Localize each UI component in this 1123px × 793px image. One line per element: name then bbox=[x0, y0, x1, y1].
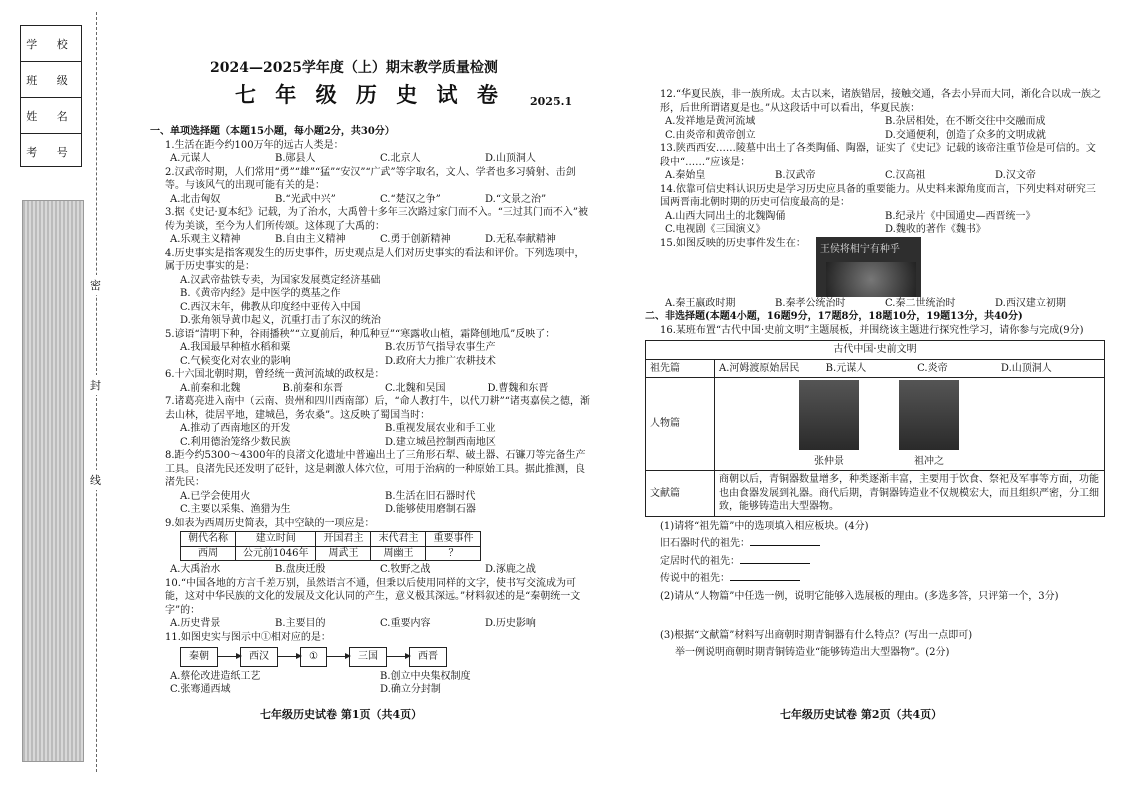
q5-option-c[interactable]: C.气候变化对农业的影响 bbox=[180, 355, 291, 367]
q9-table-head bbox=[181, 532, 481, 547]
q5-option-d[interactable]: D.政府大力推广农耕技术 bbox=[385, 355, 496, 367]
q16-stem: 16.某班布置“古代中国·史前文明”主题展板，并围绕该主题进行探究性学习，请你参与完成(9分) bbox=[660, 324, 1084, 336]
info-class: 班 级 bbox=[21, 62, 81, 98]
q16-fill-settled bbox=[645, 555, 1105, 569]
q6-stem: 6.十六国北朝时期，曾经统一黄河流域的政权是： bbox=[165, 369, 385, 380]
q16-sub3b: 举一例说明商朝时期青铜铸造业“能够铸造出大型器物”。(2分) bbox=[675, 646, 950, 658]
q1-options bbox=[150, 152, 590, 166]
q6-option-c[interactable]: C.北魏和吴国 bbox=[385, 382, 446, 394]
q15-image-caption: 王侯将相宁有种乎 bbox=[819, 243, 900, 255]
fill-label: 旧石器时代的祖先： bbox=[660, 538, 750, 549]
q8-option-b[interactable]: B.生活在旧石器时代 bbox=[385, 490, 476, 502]
q12-option-a[interactable]: A.发祥地是黄河流域 bbox=[665, 116, 756, 127]
portrait-zu-chongzhi bbox=[899, 380, 959, 468]
q8-option-a[interactable]: A.已学会使用火 bbox=[180, 490, 251, 502]
q16-ancestor-option: A.河姆渡原始居民 bbox=[719, 362, 800, 374]
q8-option-c[interactable]: C.主要以采集、渔猎为生 bbox=[180, 504, 291, 515]
portrait-image bbox=[899, 380, 959, 450]
q9-head-cell: 开国君主 bbox=[316, 532, 371, 547]
q3-stem: 3.据《史记·夏本纪》记载，为了治水，大禹曾十多年三次路过家门而不入。“三过其门而不入”被传为美谈，至今为人们所传颂。这体现了大禹的： bbox=[165, 207, 588, 232]
q15-option-c[interactable]: C.秦二世统治时 bbox=[885, 297, 956, 309]
q9-cell: 周幽王 bbox=[371, 546, 426, 561]
info-id: 考 号 bbox=[26, 145, 76, 159]
q3-options bbox=[150, 233, 590, 247]
q10-option-a[interactable]: A.历史背景 bbox=[170, 618, 221, 629]
q2-option-a[interactable]: A.北击匈奴 bbox=[170, 193, 221, 205]
q2-option-c[interactable]: C.“楚汉之争” bbox=[380, 193, 441, 205]
q4-options bbox=[150, 274, 590, 328]
q5-option-a[interactable]: A.我国最早种植水稻和粟 bbox=[180, 342, 291, 353]
page-2-footer: 七年级历史试卷 第2页（共4页） bbox=[780, 708, 943, 721]
q12-option-c[interactable]: C.由炎帝和黄帝创立 bbox=[665, 129, 756, 141]
section-1-heading: 一、单项选择题（本题15小题，每小题2分，共30分） bbox=[150, 126, 395, 137]
q9-head-cell: 重要事件 bbox=[426, 532, 481, 547]
q13-stem: 13.陕西西安……陵墓中出土了各类陶俑、陶器，证实了《史记》记载的该帝注重节俭是可信的。文段中“……”应该是： bbox=[660, 143, 1096, 168]
q13-option-c[interactable]: C.汉高祖 bbox=[885, 170, 926, 181]
q14-option-d[interactable]: D.魏收的著作《魏书》 bbox=[885, 224, 986, 235]
q16-row1-options bbox=[715, 359, 1105, 378]
q11-option-b[interactable]: B.创立中央集权制度 bbox=[380, 670, 471, 682]
q11-option-a[interactable]: A.蔡伦改进造纸工艺 bbox=[170, 670, 261, 682]
q5-option-b[interactable]: B.农历节气指导农事生产 bbox=[385, 342, 496, 353]
arrow-right-icon bbox=[387, 656, 409, 657]
q9-option-d[interactable]: D.涿鹿之战 bbox=[485, 564, 536, 575]
flow-box: 秦朝 bbox=[180, 647, 218, 667]
q10-stem: 10.“中国各地的方言千差万别，虽然语言不通，但秉以后使用同样的文字，使书写交流成为可能，这对中华民族的文化的发展及文化认同的产生，意义极其深远。”材料叙述的是“秦朝统一文字”的： bbox=[165, 577, 581, 616]
answer-blank[interactable] bbox=[730, 580, 800, 581]
q1-option-c[interactable]: C.北京人 bbox=[380, 153, 421, 164]
q2-stem: 2.汉武帝时期，人们常用“勇”“雄”“猛”“安汉”“广武”等字取名，文人、学者也多习骑射、击剑等。与该风气的出现可能有关的是： bbox=[165, 166, 576, 191]
q9-head-cell: 朝代名称 bbox=[181, 532, 236, 547]
arrow-right-icon bbox=[278, 656, 300, 657]
q16-fill-legend bbox=[645, 572, 1105, 586]
q4-option-a[interactable]: A.汉武帝盐铁专卖，为国家发展奠定经济基础 bbox=[180, 274, 381, 286]
q16-portraits bbox=[715, 378, 1105, 471]
q9-cell: 周武王 bbox=[316, 546, 371, 561]
q15-option-b[interactable]: B.秦孝公统治时 bbox=[775, 297, 846, 309]
q13-option-d[interactable]: D.汉文帝 bbox=[995, 170, 1036, 181]
q7-option-a[interactable]: A.推动了西南地区的开发 bbox=[180, 423, 291, 434]
q1-stem: 1.生活在距今约100万年的远古人类是： bbox=[165, 139, 344, 151]
q16-table-title: 古代中国·史前文明 bbox=[646, 341, 1105, 360]
page-1-footer: 七年级历史试卷 第1页（共4页） bbox=[260, 708, 423, 721]
q14-stem: 14.依靠可信史料认识历史是学习历史应具备的重要能力。从史料来源角度而言，下列史料对研究三国两晋南北朝时期的历史可信度最高的是： bbox=[660, 183, 1096, 208]
page-2-content bbox=[645, 88, 1105, 659]
q14-option-c[interactable]: C.电视剧《三国演义》 bbox=[665, 224, 766, 235]
q16-fill-paleolithic bbox=[645, 537, 1105, 551]
q11-flow-diagram bbox=[180, 647, 590, 667]
q9-option-b[interactable]: B.盘庚迁殷 bbox=[275, 564, 326, 575]
q12-option-b[interactable]: B.杂居相处，在不断交往中交融而成 bbox=[885, 116, 1046, 127]
portrait-zhang-zhongjing bbox=[799, 380, 859, 468]
q14-option-b[interactable]: B.纪录片《中国通史—西晋统一》 bbox=[885, 210, 1036, 222]
q15-row bbox=[645, 237, 1105, 297]
q2-options bbox=[150, 193, 590, 207]
q9-cell: 公元前1046年 bbox=[236, 546, 316, 561]
student-info-box bbox=[20, 25, 82, 167]
q6-options bbox=[150, 382, 590, 396]
q11-stem: 11.如图史实与图示中①相对应的是： bbox=[165, 631, 331, 643]
q16-row1-label: 祖先篇 bbox=[646, 359, 715, 378]
section-2-heading: 二、非选择题(本题4小题，16题9分，17题8分，18题10分，19题13分，共40分) bbox=[645, 311, 1023, 322]
exam-page-1 bbox=[150, 0, 590, 793]
q4-option-b[interactable]: B.《黄帝内经》是中医学的奠基之作 bbox=[180, 288, 341, 299]
q10-option-b[interactable]: B.主要目的 bbox=[275, 618, 326, 629]
q10-option-c[interactable]: C.重要内容 bbox=[380, 618, 431, 629]
seal-char-mi: 密 bbox=[90, 275, 101, 295]
q9-head-cell: 末代君主 bbox=[371, 532, 426, 547]
q13-options bbox=[645, 169, 1105, 183]
q6-option-a[interactable]: A.前秦和北魏 bbox=[180, 382, 241, 394]
q9-option-a[interactable]: A.大禹治水 bbox=[170, 564, 221, 575]
q16-sub2: (2)请从“人物篇”中任选一例，说明它能够入选展板的理由。(多选多答，只评第一个，3分) bbox=[660, 590, 1059, 602]
exam-title: 2024—2025学年度（上）期末教学质量检测 bbox=[210, 60, 498, 76]
q2-option-b[interactable]: B.“光武中兴” bbox=[275, 193, 336, 205]
q3-option-c[interactable]: C.勇于创新精神 bbox=[380, 234, 451, 245]
q3-option-a[interactable]: A.乐观主义精神 bbox=[170, 234, 241, 245]
q16-ancestor-option: D.山顶洞人 bbox=[1000, 362, 1052, 374]
q7-option-d[interactable]: D.建立城邑控制西南地区 bbox=[385, 436, 496, 448]
fill-label: 传说中的祖先： bbox=[660, 573, 730, 584]
answer-blank[interactable] bbox=[750, 545, 820, 546]
q4-option-d[interactable]: D.张角领导黄巾起义，沉重打击了东汉的统治 bbox=[180, 315, 381, 326]
q1-option-b[interactable]: B.郧县人 bbox=[275, 153, 316, 164]
q4-option-c[interactable]: C.西汉末年，佛教从印度经中亚传入中国 bbox=[180, 301, 361, 313]
q9-table-row bbox=[181, 546, 481, 561]
exam-date: 2025.1 bbox=[530, 95, 573, 108]
q3-option-d[interactable]: D.无私奉献精神 bbox=[485, 234, 556, 245]
q15-uprising-image bbox=[816, 237, 921, 297]
q16-sub1: (1)请将“祖先篇”中的选项填入相应板块。(4分) bbox=[660, 520, 869, 532]
info-school: 学 校 bbox=[21, 26, 81, 62]
flow-box: 西晋 bbox=[409, 647, 447, 667]
q6-option-d[interactable]: D.曹魏和东晋 bbox=[487, 382, 549, 394]
q16-exhibit-table bbox=[645, 340, 1105, 517]
q16-ancestor-option: B.元谋人 bbox=[825, 362, 867, 374]
q9-table bbox=[180, 531, 481, 561]
info-name: 姓 名 bbox=[21, 98, 81, 134]
flow-box: 西汉 bbox=[240, 647, 278, 667]
binding-margin bbox=[0, 0, 120, 793]
fill-label: 定居时代的祖先： bbox=[660, 555, 740, 567]
q13-option-b[interactable]: B.汉武帝 bbox=[775, 170, 816, 181]
q8-options bbox=[150, 490, 590, 517]
q5-stem: 5.谚语“清明下种，谷雨播秧”“立夏前后，种瓜种豆”“寒露收山植，霜降刨地瓜”反映了： bbox=[165, 328, 556, 340]
q16-ancestor-option: C.炎帝 bbox=[917, 362, 948, 374]
exam-page-2 bbox=[645, 0, 1105, 793]
barcode-stub bbox=[22, 200, 84, 762]
q11-option-c[interactable]: C.张骞通西域 bbox=[170, 684, 231, 695]
q12-option-d[interactable]: D.交通便利，创造了众多的文明成就 bbox=[885, 129, 1046, 141]
q11-options bbox=[150, 670, 590, 697]
q16-row2-label: 人物篇 bbox=[646, 378, 715, 471]
answer-blank[interactable] bbox=[740, 563, 810, 564]
q2-option-d[interactable]: D.“文景之治” bbox=[485, 193, 547, 205]
q6-option-b[interactable]: B.前秦和东晋 bbox=[282, 382, 344, 394]
q16-row3-label: 文献篇 bbox=[646, 471, 715, 517]
q15-options bbox=[645, 297, 1105, 311]
q15-stem: 15.如图反映的历史事件发生在： bbox=[660, 237, 806, 249]
q16-sub3: (3)根据“文献篇”材料写出商朝时期青铜器有什么特点？(写出一点即可) bbox=[660, 630, 973, 641]
q15-option-a[interactable]: A.秦王嬴政时期 bbox=[665, 297, 736, 309]
q9-cell: ？ bbox=[426, 546, 481, 561]
section-1 bbox=[150, 125, 590, 697]
q3-option-b[interactable]: B.自由主义精神 bbox=[275, 234, 346, 245]
q16-row3-text: 商朝以后，青铜器数量增多，种类逐渐丰富，主要用于饮食、祭祀及军事等方面，功能也由食器发展到礼器。商代后期，青铜器铸造业不仅规模宏大，而且组织严密，分工细致，能够铸造出大型器物。 bbox=[715, 471, 1105, 517]
q8-option-d[interactable]: D.能够使用磨制石器 bbox=[385, 504, 476, 515]
q9-cell: 西周 bbox=[181, 546, 236, 561]
q7-option-c[interactable]: C.利用德治笼络少数民族 bbox=[180, 436, 291, 448]
arrow-right-icon bbox=[327, 656, 349, 657]
q13-option-a[interactable]: A.秦始皇 bbox=[665, 170, 706, 181]
q5-options bbox=[150, 341, 590, 368]
q1-option-a[interactable]: A.元谋人 bbox=[170, 153, 211, 164]
portrait-image bbox=[799, 380, 859, 450]
q15-option-d[interactable]: D.西汉建立初期 bbox=[995, 297, 1066, 309]
q9-options bbox=[150, 563, 590, 577]
flow-box: 三国 bbox=[349, 647, 387, 667]
portrait-name: 张仲景 bbox=[814, 455, 844, 467]
q14-option-a[interactable]: A.山西大同出土的北魏陶俑 bbox=[665, 210, 786, 222]
q7-options bbox=[150, 422, 590, 449]
q9-head-cell: 建立时间 bbox=[236, 532, 316, 547]
q10-option-d[interactable]: D.历史影响 bbox=[485, 618, 536, 629]
q7-stem: 7.诸葛亮进入南中（云南、贵州和四川西南部）后，“命人教打牛，以代刀耕”“诸夷嘉侯之德，渐去山林，徙居平地，建城邑，务农桑”。这反映了蜀国当时： bbox=[165, 396, 590, 421]
q14-options bbox=[645, 210, 1105, 237]
q1-option-d[interactable]: D.山顶洞人 bbox=[485, 153, 536, 164]
q9-option-c[interactable]: C.牧野之战 bbox=[380, 564, 431, 575]
q10-options bbox=[150, 617, 590, 631]
exam-subtitle: 七 年 级 历 史 试 卷 bbox=[235, 82, 504, 107]
portrait-name: 祖冲之 bbox=[914, 455, 944, 467]
seal-char-xian: 线 bbox=[90, 470, 101, 490]
q11-option-d[interactable]: D.确立分封制 bbox=[380, 684, 441, 695]
arrow-right-icon bbox=[218, 656, 240, 657]
q9-stem: 9.如表为西周历史简表，其中空缺的一项应是： bbox=[165, 517, 375, 529]
flow-box: ① bbox=[300, 647, 327, 667]
q12-stem: 12.“华夏民族，非一族所成。太古以来，诸族错居，接触交通，各去小异而大同，渐化合以成一族之形，后世所谓诸夏是也。”从这段话中可以看出，华夏民族： bbox=[660, 89, 1102, 114]
q8-stem: 8.距今约5300～4300年的良渚文化遗址中普遍出土了三角形石犁、破土器、石镰刀等完备生产工具。良渚先民还发明了砭针，这是刺激人体穴位，可用于治病的一种原始工具。据此推测，良渚先民： bbox=[165, 450, 586, 488]
q12-options bbox=[645, 115, 1105, 142]
q7-option-b[interactable]: B.重视发展农业和手工业 bbox=[385, 423, 496, 434]
q4-stem: 4.历史事实是指客观发生的历史事件，历史观点是人们对历史事实的看法和评价。下列选项中，属于历史事实的是： bbox=[165, 247, 585, 272]
seal-char-feng: 封 bbox=[90, 375, 101, 395]
